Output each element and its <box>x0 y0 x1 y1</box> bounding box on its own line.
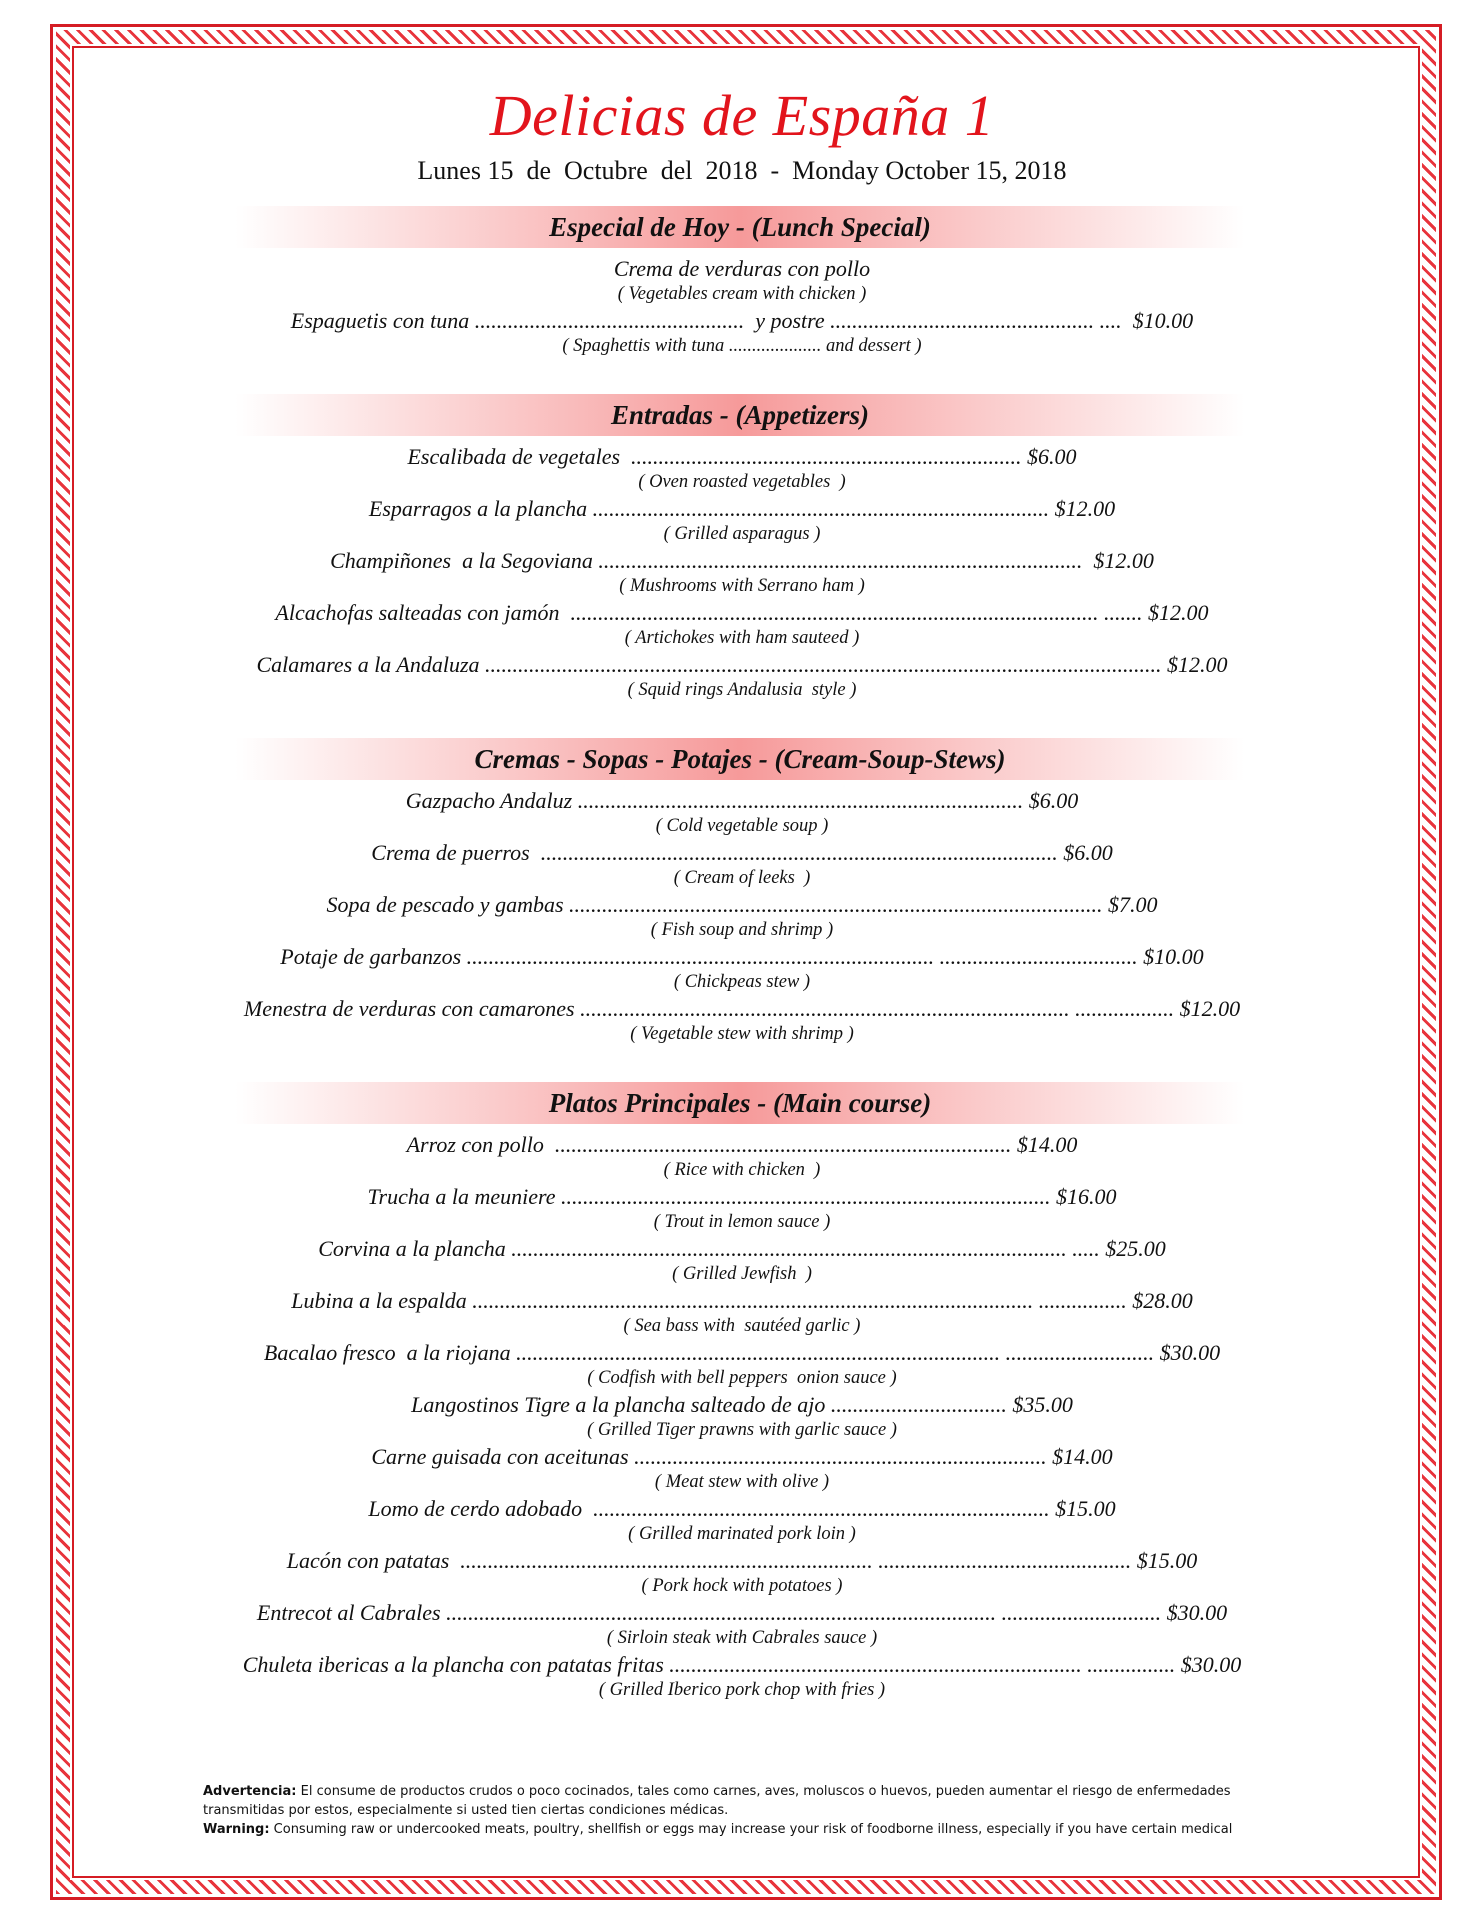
menu-item-translation: ( Oven roasted vegetables ) <box>638 472 846 492</box>
menu-item: Crema de puerros .............................................................................................. $6.00 <box>371 840 1113 865</box>
menu-item: Lubina a la espalda ...................................................................................................... ................ $28.00 <box>291 1288 1193 1313</box>
menu-item: Bacalao fresco a la riojana ........................................................................................ ........................... $30.00 <box>263 1340 1221 1365</box>
lunch-line-3: Espaguetis con tuna ................................................. y postre ................................................ .... $10.00 <box>290 308 1194 333</box>
menu-item: Lomo de cerdo adobado ................................................................................... $15.00 <box>368 1496 1116 1521</box>
menu-item-translation: ( Sirloin steak with Cabrales sauce ) <box>606 1628 878 1648</box>
menu-item: Alcachofas salteadas con jamón ................................................................................................ ....... $12.00 <box>275 600 1209 625</box>
menu-item: Calamares a la Andaluza ........................................................................................................................... $12.00 <box>256 652 1228 677</box>
menu-item: Entrecot al Cabrales .................................................................................................... ............................. $30.00 <box>256 1600 1228 1625</box>
menu-item: Lacón con patatas ........................................................................... .............................................. $15.00 <box>286 1548 1198 1573</box>
warning-spanish-text: El consume de productos crudos o poco cocinados, tales como carnes, aves, moluscos o huevos, pueden aumentar el riesgo de enfermedades transmitidas por estos, especialmente si usted tien ciertas condiciones médicas. <box>203 1784 1231 1818</box>
menu-item-translation: ( Cream of leeks ) <box>673 868 811 888</box>
menu-item-translation: ( Grilled marinated pork loin ) <box>628 1524 856 1544</box>
warning-spanish-label: Advertencia: <box>203 1784 297 1799</box>
menu-item: Chuleta ibericas a la plancha con patatas fritas ........................................................................... ................ $30.00 <box>242 1652 1242 1677</box>
menu-item: Sopa de pescado y gambas ................................................................................................. $7.00 <box>326 892 1158 917</box>
menu-item-translation: ( Mushrooms with Serrano ham ) <box>619 576 865 596</box>
warning-english-text: Consuming raw or undercooked meats, poultry, shellfish or eggs may increase your risk of foodborne illness, especially if you have certain medical <box>269 1822 1233 1837</box>
menu-item-translation: ( Pork hock with potatoes ) <box>641 1576 843 1596</box>
menu-item: Champiñones a la Segoviana ........................................................................................ $12.00 <box>330 548 1154 573</box>
menu-item-translation: ( Cold vegetable soup ) <box>655 816 829 836</box>
menu-item-translation: ( Meat stew with olive ) <box>654 1472 830 1492</box>
menu-item-translation: ( Artichokes with ham sauteed ) <box>624 628 860 648</box>
menu-item: Esparragos a la plancha ................................................................................... $12.00 <box>368 496 1116 521</box>
section-heading-appetizers: Entradas - (Appetizers) <box>235 394 1245 436</box>
menu-item-translation: ( Rice with chicken ) <box>663 1160 821 1180</box>
lunch-line-1: Crema de verduras con pollo <box>613 256 871 281</box>
menu-item-translation: ( Grilled Jewfish ) <box>672 1264 812 1284</box>
warning-english-label: Warning: <box>203 1822 270 1837</box>
menu-item-translation: ( Vegetable stew with shrimp ) <box>630 1024 854 1044</box>
menu-item-translation: ( Fish soup and shrimp ) <box>650 920 834 940</box>
menu-item-translation: ( Sea bass with sautéed garlic ) <box>623 1316 861 1336</box>
menu-item-translation: ( Codfish with bell peppers onion sauce ) <box>587 1368 897 1388</box>
menu-item-translation: ( Grilled Tiger prawns with garlic sauce ) <box>587 1420 897 1440</box>
menu-item: Arroz con pollo ................................................................................... $14.00 <box>406 1132 1078 1157</box>
allergy-warning <box>203 1782 1283 1839</box>
menu-item: Escalibada de vegetales ....................................................................... $6.00 <box>407 444 1077 469</box>
section-heading-soups: Cremas - Sopas - Potajes - (Cream-Soup-Stews) <box>235 738 1245 780</box>
section-heading-lunch: Especial de Hoy - (Lunch Special) <box>235 206 1245 248</box>
lunch-line-4: ( Spaghettis with tuna .................... and dessert ) <box>562 336 922 356</box>
menu-item-translation: ( Grilled asparagus ) <box>663 524 821 544</box>
menu-item: Potaje de garbanzos ..................................................................................... .................................... $10.00 <box>280 944 1204 969</box>
menu-item: Gazpacho Andaluz ................................................................................. $6.00 <box>405 788 1079 813</box>
menu-item: Langostinos Tigre a la plancha salteado de ajo ................................ $35.00 <box>411 1392 1073 1417</box>
menu-item-translation: ( Chickpeas stew ) <box>673 972 811 992</box>
lunch-line-2: ( Vegetables cream with chicken ) <box>617 284 867 304</box>
section-heading-mains: Platos Principales - (Main course) <box>235 1082 1245 1124</box>
menu-item: Carne guisada con aceitunas ........................................................................... $14.00 <box>371 1444 1113 1469</box>
menu-item-translation: ( Trout in lemon sauce ) <box>653 1212 831 1232</box>
menu-item: Trucha a la meuniere ......................................................................................... $16.00 <box>367 1184 1117 1209</box>
menu-item-translation: ( Grilled Iberico pork chop with fries ) <box>598 1680 886 1700</box>
menu-date: Lunes 15 de Octubre del 2018 - Monday October 15, 2018 <box>417 156 1067 185</box>
warning-spanish <box>203 1782 1283 1820</box>
warning-english <box>203 1820 1283 1839</box>
menu-item: Menestra de verduras con camarones ......................................................................................... .................. $12.00 <box>243 996 1241 1021</box>
menu-item-translation: ( Squid rings Andalusia style ) <box>627 680 857 700</box>
restaurant-title: Delicias de España 1 <box>489 83 995 148</box>
menu-item: Corvina a la plancha ..................................................................................................... ..... $25.00 <box>318 1236 1166 1261</box>
